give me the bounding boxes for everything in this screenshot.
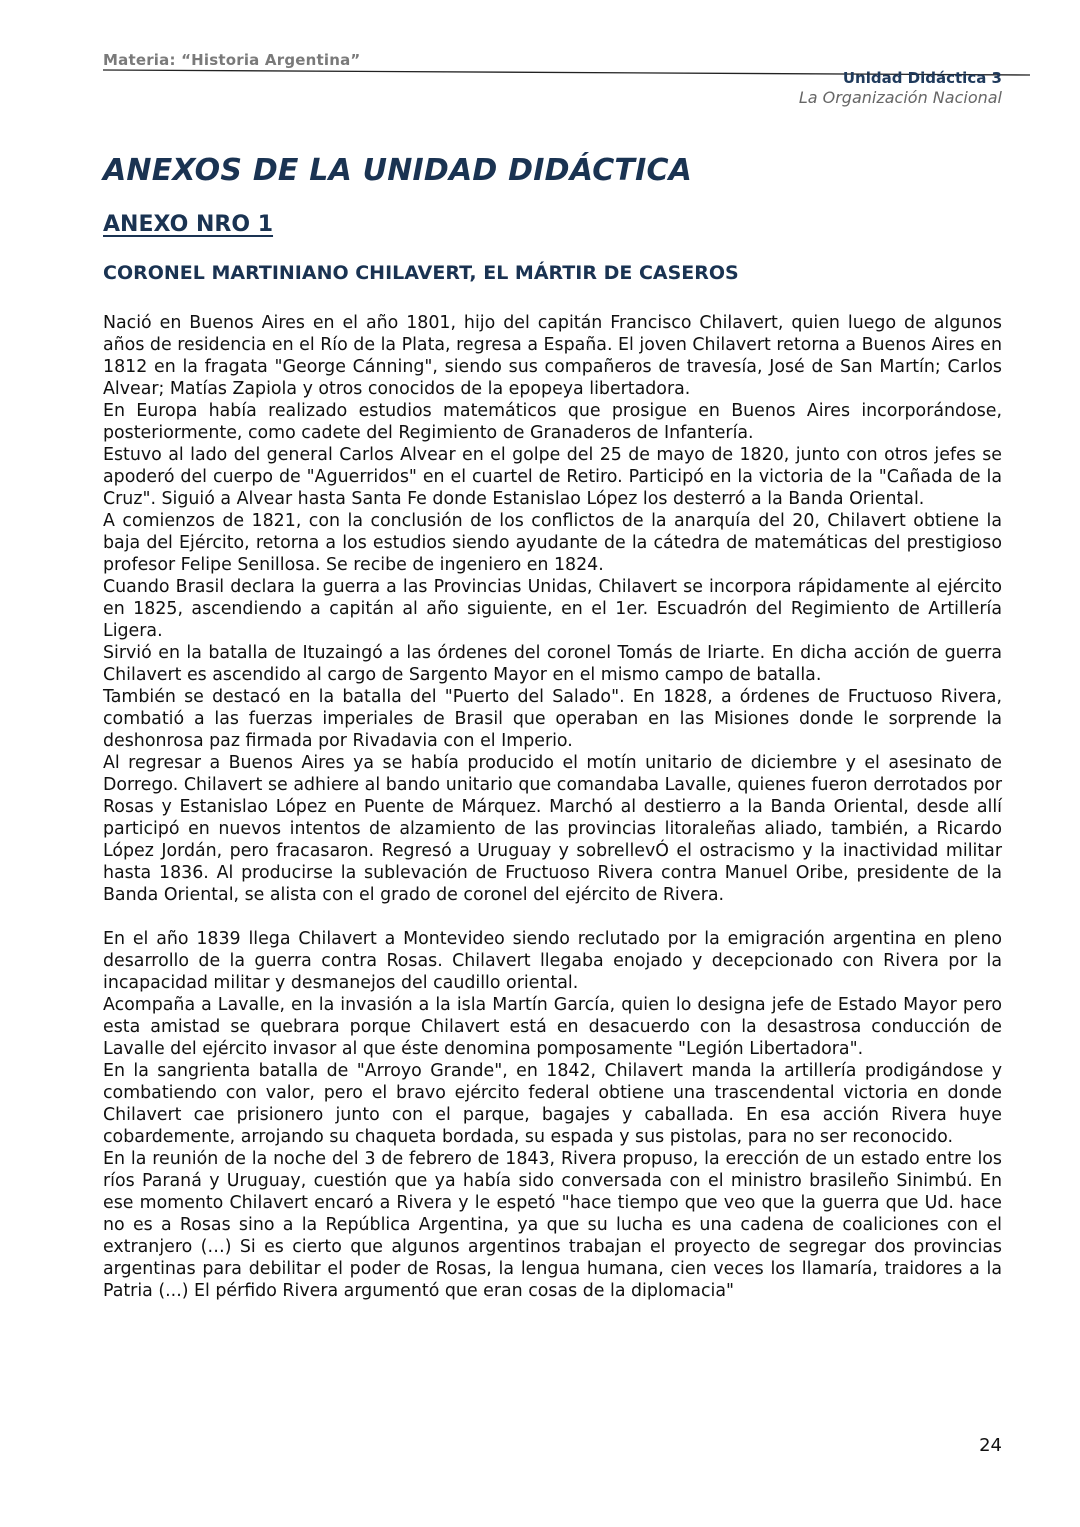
paragraph: Cuando Brasil declara la guerra a las Provincias Unidas, Chilavert se incorpora rápidamente al ejército en 1825, ascendiendo a capitán al año siguiente, en el 1er. Escuadrón del Regimiento de Artillería Ligera. [103,577,1002,641]
header-unit: Unidad Didáctica 3 [842,69,1002,87]
paragraph: En la reunión de la noche del 3 de febrero de 1843, Rivera propuso, la erección de un estado entre los ríos Paraná y Uruguay, cuestión que ya había sido conversada con el ministro brasileño Sinimbú. En ese momento Chilavert encaró a Rivera y le espetó "hace tiempo que veo que la guerra que Ud. hace no es a Rosas sino a la República Argentina, ya que su lucha es una cadena de coaliciones con el extranjero (…) Si es cierto que algunos argentinos trabajan el proyecto de segregar dos provincias argentinas para debilitar el poder de Rosas, la lengua humana, cien veces los llamaría, traidores a la Patria (...) El pérfido Rivera argumentó que eran cosas de la diplomacia" [103,1149,1002,1301]
header-unit-subtitle: La Organización Nacional [798,88,1002,107]
paragraph: En la sangrienta batalla de "Arroyo Grande", en 1842, Chilavert manda la artillería prodigándose y combatiendo con valor, pero el bravo ejército federal obtiene una trascendental victoria en donde Chilavert cae prisionero junto con el parque, bagajes y caballada. En esa acción Rivera huye cobardemente, arrojando su chaqueta bordada, su espada y sus pistolas, para no ser reconocido. [103,1061,1002,1147]
paragraph: Nació en Buenos Aires en el año 1801, hijo del capitán Francisco Chilavert, quien luego de algunos años de residencia en el Río de la Plata, regresa a España. El joven Chilavert retorna a Buenos Aires en 1812 en la fragata "George Cánning", siendo sus compañeros de travesía, José de San Martín; Carlos Alvear; Matías Zapiola y otros conocidos de la epopeya libertadora. [103,313,1002,399]
page-number: 24 [979,1435,1002,1456]
header-subject: Materia: “Historia Argentina” [103,51,361,69]
paragraph: También se destacó en la batalla del "Puerto del Salado". En 1828, a órdenes de Fructuoso Rivera, combatió a las fuerzas imperiales de Brasil que operaban en las Misiones donde le sorprende la deshonrosa paz firmada por Rivadavia con el Imperio. [103,687,1002,751]
paragraph: Acompaña a Lavalle, en la invasión a la isla Martín García, quien lo designa jefe de Estado Mayor pero esta amistad se quebrara porque Chilavert está en desacuerdo con la desastrosa conducción de Lavalle del ejército invasor al que éste denomina pomposamente "Legión Libertadora". [103,995,1002,1059]
section-title: CORONEL MARTINIANO CHILAVERT, EL MÁRTIR DE CASEROS [103,262,739,284]
main-title: ANEXOS DE LA UNIDAD DIDÁCTICA [103,153,693,188]
paragraph: A comienzos de 1821, con la conclusión de los conflictos de la anarquía del 20, Chilavert obtiene la baja del Ejército, retorna a los estudios siendo ayudante de la cátedra de matemáticas del prestigioso profesor Felipe Senillosa. Se recibe de ingeniero en 1824. [103,511,1002,575]
paragraph: Sirvió en la batalla de Ituzaingó a las órdenes del coronel Tomás de Iriarte. En dicha acción de guerra Chilavert es ascendido al cargo de Sargento Mayor en el mismo campo de batalla. [103,643,1002,685]
paragraph: Estuvo al lado del general Carlos Alvear en el golpe del 25 de mayo de 1820, junto con otros jefes se apoderó del cuerpo de "Aguerridos" en el cuartel de Retiro. Participó en la victoria de la "Cañada de la Cruz". Siguió a Alvear hasta Santa Fe donde Estanislao López los desterró a la Banda Oriental. [103,445,1002,509]
paragraph: En el año 1839 llega Chilavert a Montevideo siendo reclutado por la emigración argentina en pleno desarrollo de la guerra contra Rosas. Chilavert llegaba enojado y decepcionado con Rivera por la incapacidad militar y desmanejos del caudillo oriental. [103,929,1002,993]
paragraph: Al regresar a Buenos Aires ya se había producido el motín unitario de diciembre y el asesinato de Dorrego. Chilavert se adhiere al bando unitario que comandaba Lavalle, quienes fueron derrotados por Rosas y Estanislao López en Puente de Márquez. Marchó al destierro a la Banda Oriental, desde allí participó en nuevos intentos de alzamiento de las provincias litoraleñas aliado, también, a Ricardo López Jordán, pero fracasaron. Regresó a Uruguay y sobrellevÓ el ostracismo y la inactividad militar hasta 1836. Al producirse la sublevación de Fructuoso Rivera contra Manuel Oribe, presidente de la Banda Oriental, se alista con el grado de coronel del ejército de Rivera. [103,753,1002,905]
body-text [103,312,1002,1302]
paragraph: En Europa había realizado estudios matemáticos que prosigue en Buenos Aires incorporándose, posteriormente, como cadete del Regimiento de Granaderos de Infantería. [103,401,1002,443]
annex-title: ANEXO NRO 1 [103,212,274,237]
